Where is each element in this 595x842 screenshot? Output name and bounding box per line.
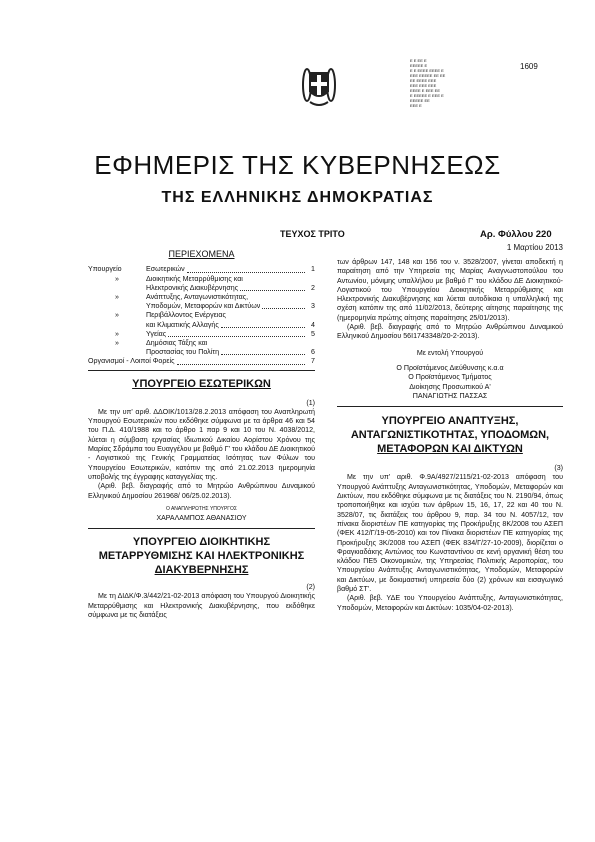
section-heading: ΜΕΤΑΡΡΥΘΜΙΣΗΣ ΚΑΙ ΗΛΕΚΤΡΟΝΙΚΗΣ xyxy=(98,550,305,563)
toc-ministry xyxy=(88,348,146,357)
printer-note-line: Ε Ε ΕΕΕΕ ΕΕΕΕ Ε xyxy=(410,68,444,73)
emblem-icon xyxy=(300,58,338,110)
printer-note-line: ΕΕΕ ΕΕΕΕΕ ΕΕ ΕΕ xyxy=(410,73,446,78)
toc-page: 4 xyxy=(311,320,315,329)
toc-row[interactable] xyxy=(88,284,315,293)
printer-note-line: ΕΕΕ ΕΕΕ ΕΕΕ xyxy=(410,83,437,88)
national-emblem xyxy=(300,58,338,110)
right-column xyxy=(337,258,563,613)
toc-text: Υγείας xyxy=(146,329,167,338)
decision-text: Με την υπ' αριθ. Φ.9Α/4927/2115/21-02-2013 απόφαση του Υπουργού Ανάπτυξης Ανταγωνιστικότητας, Υποδομών, Μεταφορών και Δικτύων, που εκδόθηκε σύμφωνα με τις διατάξεις του Ν. 2190/94, όπως τροποποιήθηκε και ισχύει των άρθρων 15, 16, 17, 22 και 40 του Ν. 3528/07, τις διατάξεις του άρθρου 9, παρ. 34 του Ν. 4057/12, τον πίνακα διοριστέων ΠΕ κατηγορίας της Προκήρυξης 8Κ/2008 του ΑΣΕΠ (ΦΕΚ 412/Γ/19-05-2010) και τον Πίνακα διοριστέων ΠΕ κατηγορίας της Προκήρυξης 3Κ/2008 του ΑΣΕΠ (ΦΕΚ 834/Γ/27-10-2009), διορίζεται ο Φραγκιαδάκης Αντώνιος του Κωνσταντίνου σε κενή οργανική θέση του κλάδου ΠΕ5 Οικονομικών, της Υπηρεσίας Πολιτικής Αεροπορίας, του Υπουργείου Ανάπτυξης Ανταγωνιστικότητας, Υποδομών, Μεταφορών και Δικτύων, με δοκιμαστική υπηρεσία δύο (2) χρόνων και εισαγωγικό βαθμό ΣΤ'. xyxy=(337,473,563,594)
toc-ministry xyxy=(88,321,146,330)
order-line: Με εντολή Υπουργού xyxy=(416,348,484,357)
toc-ministry: » xyxy=(115,329,119,338)
toc-ministry: » xyxy=(115,292,119,301)
toc-page: 5 xyxy=(311,329,315,338)
divider xyxy=(88,528,315,529)
toc-page xyxy=(307,275,315,284)
toc-text: Περιβάλλοντος Ενέργειας xyxy=(146,311,226,320)
signature-name: ΧΑΡΑΛΑΜΠΟΣ ΑΘΑΝΑΣΙΟΥ xyxy=(156,514,247,522)
toc-row[interactable] xyxy=(88,321,315,330)
toc-text: Δημόσιας Τάξης και xyxy=(146,338,208,347)
decision-number: (3) xyxy=(554,464,563,473)
toc-row[interactable] xyxy=(88,357,315,366)
toc-ministry: Οργανισμοί - Λοιποί Φορείς xyxy=(88,357,175,366)
toc-ministry: Υπουργείο xyxy=(88,265,122,274)
section-heading: ΜΕΤΑΦΟΡΩΝ ΚΑΙ ΔΙΚΤΥΩΝ xyxy=(377,443,523,456)
toc-row[interactable] xyxy=(88,339,315,348)
sheet-number: Αρ. Φύλλου 220 xyxy=(480,229,552,240)
decision-note: (Αριθ. βεβ. διαγραφής από το Μητρώο Ανθρώπινου Δυναμικού Ελληνικού Δημοσίου 261968/ 06/25.02.2013). xyxy=(88,482,315,500)
gazette-title: ΕΦΗΜΕΡΙΣ ΤΗΣ ΚΥΒΕΡΝΗΣΕΩΣ xyxy=(94,150,501,180)
toc-text: Ανάπτυξης, Ανταγωνιστικότητας, xyxy=(146,292,249,301)
toc-text: Διοικητικής Μεταρρύθμισης και xyxy=(146,274,243,283)
section-heading: ΑΝΤΑΓΩΝΙΣΤΙΚΟΤΗΤΑΣ, ΥΠΟΔΟΜΩΝ, xyxy=(350,429,550,442)
gazette-subtitle: ΤΗΣ ΕΛΛΗΝΙΚΗΣ ΔΗΜΟΚΡΑΤΙΑΣ xyxy=(161,189,434,206)
issue-date: 1 Μαρτίου 2013 xyxy=(506,243,563,252)
toc-ministry: » xyxy=(115,311,119,320)
printer-note-line: ΕΕΕΕΕ Ε xyxy=(410,63,428,68)
toc-row[interactable] xyxy=(88,348,315,357)
signature-role: Ο ΑΝΑΠΛΗΡΩΤΗΣ ΥΠΟΥΡΓΟΣ xyxy=(165,505,238,512)
decision-number: (1) xyxy=(306,398,315,407)
section-heading: ΥΠΟΥΡΓΕΙΟ ΔΙΟΙΚΗΤΙΚΗΣ xyxy=(132,536,271,549)
toc-row[interactable] xyxy=(88,330,315,339)
decision-note: (Αριθ. βεβ. διαγραφής από το Μητρώο Ανθρώπινου Δυναμικού Ελληνικού Δημοσίου 56I1743348/20-2-2013). xyxy=(337,323,563,341)
printer-note-line: ΕΕ ΕΕΕΕ ΕΕΕ xyxy=(410,78,437,83)
printer-note-line: ΕΕΕ Ε xyxy=(410,103,422,108)
section-heading: ΔΙΑΚΥΒΕΡΝΗΣΗΣ xyxy=(154,564,249,577)
toc-ministry xyxy=(88,284,146,293)
signature-line: Ο Προϊστάμενος Διεύθυνσης κ.α.α xyxy=(396,363,504,372)
toc-ministry: » xyxy=(115,274,119,283)
printer-note xyxy=(410,58,480,108)
toc-page: 2 xyxy=(311,283,315,292)
printer-note-line: ΕΕΕΕ Ε ΕΕΕ ΕΕ xyxy=(410,88,441,93)
table-of-contents xyxy=(88,265,315,366)
toc-page xyxy=(307,339,315,348)
toc-ministry: » xyxy=(115,338,119,347)
decision-note: (Αριθ. βεβ. ΥΔΕ του Υπουργείου Ανάπτυξης, Ανταγωνιστικότητας, Υποδομών, Μεταφορών και Δικτύων: 1035/04-02-2013). xyxy=(337,594,563,612)
toc-row[interactable] xyxy=(88,265,315,274)
toc-text: και Κλιματικής Αλλαγής xyxy=(146,320,219,329)
printer-note-line: Ε Ε ΕΕ Ε xyxy=(410,58,427,63)
toc-page xyxy=(307,293,315,302)
toc-row[interactable] xyxy=(88,293,315,302)
issue-series: ΤΕΥΧΟΣ ΤΡΙΤΟ xyxy=(280,229,345,239)
page-number: 1609 xyxy=(520,62,538,71)
toc-page: 6 xyxy=(311,348,315,357)
signature-line: Διοίκησης Προσωπικού Α' xyxy=(409,382,491,391)
divider xyxy=(88,370,315,371)
toc-text: Υποδομών, Μεταφορών και Δικτύων xyxy=(146,302,261,311)
toc-text: Προστασίας του Πολίτη xyxy=(146,348,220,357)
toc-heading: ΠΕΡΙΕΧΟΜΕΝΑ xyxy=(168,249,235,259)
decision-text: των άρθρων 147, 148 και 156 του ν. 3528/2007, γίνεται αποδεκτή η παραίτηση από την Υπηρεσία της Μαρίας Αναγνωστοπούλου του Αντωνίου, μόνιμης υπαλλήλου με βαθμό Γ' του κλάδου ΔΕ Διοικητικού-Λογιστικού του Υπουργείου Διοικητικής Μεταρρύθμισης και Ηλεκτρονικής Διακυβέρνησης και λύεται αυτοδίκαια η υπαλληλική της σχέση κατόπιν της από 11/02/2013, δεύτερης αίτησης παραίτησης της (ημερομηνία πρώτης αίτησης παραίτησης 25/01/2013). xyxy=(337,258,563,322)
section-heading: ΥΠΟΥΡΓΕΙΟ ΕΣΩΤΕΡΙΚΩΝ xyxy=(132,377,271,390)
toc-page: 3 xyxy=(311,302,315,311)
signature-name: ΠΑΝΑΓΙΩΤΗΣ ΠΑΣΣΑΣ xyxy=(412,391,488,400)
toc-page: 1 xyxy=(311,265,315,274)
toc-row[interactable] xyxy=(88,275,315,284)
decision-text: Με την υπ' αριθ. ΔΔΟΙΚ/1013/28.2.2013 απόφαση του Αναπληρωτή Υπουργού Εσωτερικών που εκδόθηκε σύμφωνα με τα άρθρα 46 και 54 του Π.Δ. 410/1988 και το άρθρο 1 παρ 9 και 10 του Ν. 4038/2012, λύεται η σύμβαση εργασίας Ιδιωτικού Δικαίου Αορίστου Χρόνου της Μαρίας Σδράμπα του Ευαγγέλου με βαθμό Γ' του κλάδου ΔΕ Διοικητικού - Λογιστικού της Γενικής Γραμματείας Ισότητας των Φύλων του Υπουργείου Εσωτερικών, κατόπιν της από 21.02.2013 ημερομηνία υποβολής της έγγραφης καταγγελίας της. xyxy=(88,407,315,481)
left-column xyxy=(88,250,315,620)
toc-text: Ηλεκτρονικής Διακυβέρνησης xyxy=(146,283,239,292)
toc-page: 7 xyxy=(311,357,315,366)
printer-note-line: ΕΕΕΕΕ ΕΕ xyxy=(410,98,430,103)
toc-ministry xyxy=(88,302,146,311)
toc-row[interactable] xyxy=(88,302,315,311)
divider xyxy=(337,406,563,407)
decision-number: (2) xyxy=(306,583,315,592)
toc-row[interactable] xyxy=(88,311,315,320)
signature-line: Ο Προϊστάμενος Τμήματος xyxy=(408,373,492,382)
toc-text: Εσωτερικών xyxy=(146,265,185,274)
decision-text: Με τη ΔΙΔΚ/Φ.3/442/21-02-2013 απόφαση του Υπουργού Διοικητικής Μεταρρύθμισης και Ηλεκτρονικής Διακυβέρνησης, που εκδόθηκε σύμφωνα με τις διατάξεις xyxy=(88,592,315,619)
toc-page xyxy=(307,311,315,320)
section-heading: ΥΠΟΥΡΓΕΙΟ ΑΝΑΠΤΥΞΗΣ, xyxy=(381,415,519,428)
printer-note-line: Ε ΕΕΕΕΕ Ε ΕΕΕ Ε xyxy=(410,93,444,98)
